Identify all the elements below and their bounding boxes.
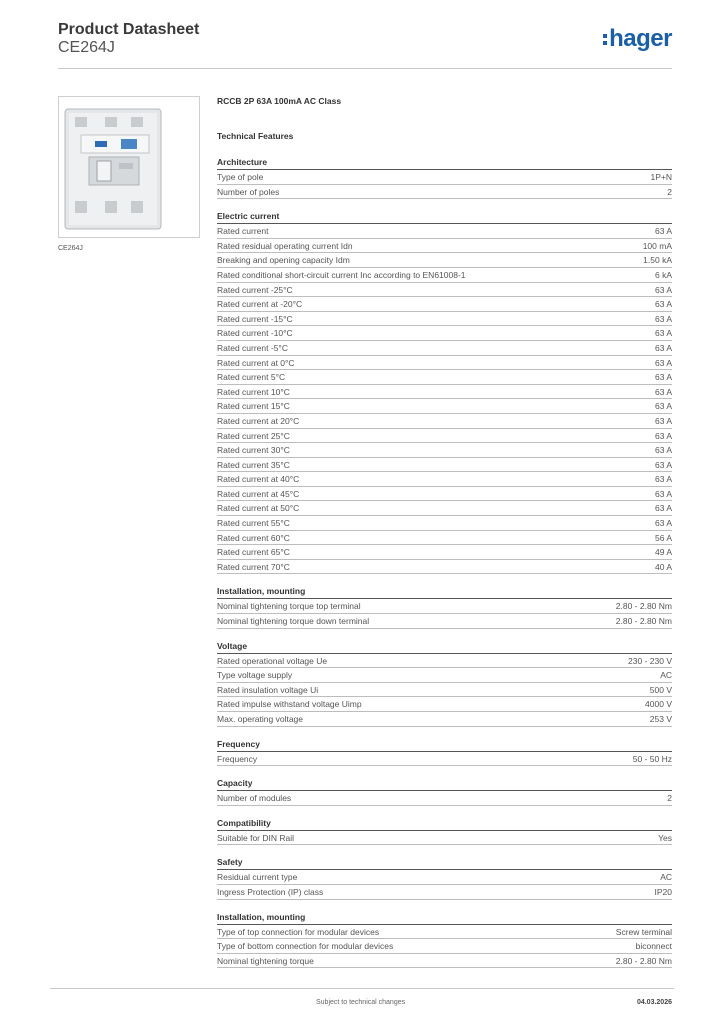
feature-row	[217, 712, 672, 727]
product-code: CE264J	[58, 39, 115, 56]
feature-row	[217, 614, 672, 629]
feature-value: 63 A	[654, 284, 672, 295]
feature-label: Breaking and opening capacity Idm	[217, 255, 350, 266]
feature-value: 50 - 50 Hz	[632, 753, 672, 764]
feature-label: Rated current 5°C	[217, 372, 286, 383]
feature-label: Rated current at 20°C	[217, 415, 300, 426]
header-divider	[58, 68, 672, 69]
feature-label: Nominal tightening torque top terminal	[217, 601, 361, 612]
feature-value: biconnect	[635, 941, 672, 952]
feature-label: Type of pole	[217, 172, 264, 182]
feature-value: 63 A	[654, 474, 672, 485]
section-title: Architecture	[217, 155, 672, 170]
feature-value: 2.80 - 2.80 Nm	[615, 601, 672, 612]
feature-label: Type of bottom connection for modular devices	[217, 941, 394, 952]
feature-row	[217, 356, 672, 371]
feature-section	[217, 584, 672, 628]
feature-value: 63 A	[654, 372, 672, 383]
feature-value: 500 V	[649, 684, 672, 695]
feature-row	[217, 885, 672, 900]
feature-value: 100 mA	[642, 240, 672, 251]
feature-value: 63 A	[654, 430, 672, 441]
feature-value: 63 A	[654, 299, 672, 310]
feature-label: Rated current 30°C	[217, 445, 290, 456]
feature-row	[217, 443, 672, 458]
feature-label: Suitable for DIN Rail	[217, 832, 295, 843]
feature-row	[217, 268, 672, 283]
feature-label: Number of modules	[217, 793, 292, 804]
feature-row	[217, 870, 672, 885]
feature-value: 63 A	[654, 226, 672, 237]
feature-value: 6 kA	[654, 269, 672, 280]
section-title: Installation, mounting	[217, 910, 672, 925]
feature-row	[217, 487, 672, 502]
feature-label: Max. operating voltage	[217, 714, 303, 724]
feature-section	[217, 155, 672, 199]
section-title: Safety	[217, 855, 672, 870]
image-caption: CE264J	[58, 245, 83, 252]
feature-label: Rated current -25°C	[217, 284, 293, 295]
feature-row	[217, 752, 672, 767]
feature-row	[217, 831, 672, 846]
feature-label: Rated current 25°C	[217, 430, 290, 441]
feature-value: AC	[660, 872, 672, 883]
feature-label: Type of top connection for modular devices	[217, 926, 380, 937]
feature-label: Ingress Protection (IP) class	[217, 886, 324, 897]
feature-label: Rated current 15°C	[217, 401, 290, 412]
feature-value: 63 A	[654, 342, 672, 353]
feature-row	[217, 399, 672, 414]
feature-value: 253 V	[649, 714, 672, 724]
feature-label: Rated insulation voltage Ui	[217, 684, 319, 695]
feature-row	[217, 239, 672, 254]
feature-row	[217, 560, 672, 575]
feature-section	[217, 776, 672, 806]
logo-text: hager	[609, 25, 672, 52]
page-header	[58, 20, 672, 68]
feature-value: 2	[667, 793, 672, 804]
feature-label: Rated current -5°C	[217, 342, 288, 353]
feature-section	[217, 209, 672, 574]
feature-label: Rated current	[217, 226, 269, 237]
feature-label: Residual current type	[217, 872, 298, 883]
feature-label: Rated current -15°C	[217, 313, 293, 324]
feature-value: AC	[660, 670, 672, 681]
page-title: Product Datasheet	[58, 21, 200, 38]
feature-value: 63 A	[654, 488, 672, 499]
feature-row	[217, 458, 672, 473]
feature-value: 63 A	[654, 386, 672, 397]
feature-label: Rated current 65°C	[217, 547, 290, 558]
rccb-device-icon	[59, 97, 199, 237]
feature-row	[217, 429, 672, 444]
hager-logo	[603, 26, 672, 52]
feature-row	[217, 516, 672, 531]
feature-label: Nominal tightening torque	[217, 955, 314, 966]
feature-label: Rated residual operating current Idn	[217, 240, 353, 251]
feature-section	[217, 910, 672, 969]
feature-label: Rated impulse withstand voltage Uimp	[217, 699, 362, 710]
feature-label: Type voltage supply	[217, 670, 293, 681]
feature-label: Rated current 70°C	[217, 561, 290, 572]
feature-label: Rated current 55°C	[217, 518, 290, 529]
feature-row	[217, 791, 672, 806]
feature-value: 63 A	[654, 328, 672, 339]
feature-value: 63 A	[654, 313, 672, 324]
feature-section	[217, 737, 672, 767]
feature-value: 1.50 kA	[643, 255, 672, 266]
feature-row	[217, 312, 672, 327]
feature-value: 63 A	[654, 357, 672, 368]
feature-row	[217, 683, 672, 698]
feature-value: 40 A	[654, 561, 672, 572]
feature-value: 63 A	[654, 401, 672, 412]
feature-row	[217, 224, 672, 239]
feature-value: 63 A	[654, 445, 672, 456]
feature-sections	[217, 155, 672, 968]
feature-label: Rated current at 45°C	[217, 488, 300, 499]
feature-label: Rated current at 40°C	[217, 474, 300, 485]
feature-row	[217, 531, 672, 546]
feature-value: Screw terminal	[615, 926, 672, 937]
feature-row	[217, 925, 672, 940]
feature-row	[217, 599, 672, 614]
feature-label: Rated current -10°C	[217, 328, 293, 339]
feature-row	[217, 385, 672, 400]
feature-label: Rated current at 50°C	[217, 503, 300, 514]
feature-value: 1P+N	[650, 172, 672, 182]
section-title: Compatibility	[217, 816, 672, 831]
feature-value: Yes	[658, 832, 672, 843]
technical-features-title: Technical Features	[217, 131, 294, 141]
feature-value: 63 A	[654, 415, 672, 426]
feature-label: Rated current at 0°C	[217, 357, 295, 368]
feature-value: 230 - 230 V	[628, 655, 672, 666]
footer-divider	[50, 988, 674, 989]
feature-label: Number of poles	[217, 186, 280, 197]
feature-value: 4000 V	[645, 699, 672, 710]
product-description: RCCB 2P 63A 100mA AC Class	[217, 96, 342, 106]
feature-label: Rated current 35°C	[217, 459, 290, 470]
section-title: Electric current	[217, 209, 672, 224]
feature-label: Rated current at -20°C	[217, 299, 303, 310]
feature-row	[217, 939, 672, 954]
feature-row	[217, 472, 672, 487]
feature-value: 56 A	[654, 532, 672, 543]
feature-label: Nominal tightening torque down terminal	[217, 616, 370, 627]
feature-value: 2.80 - 2.80 Nm	[615, 616, 672, 627]
feature-row	[217, 414, 672, 429]
feature-row	[217, 697, 672, 712]
feature-row	[217, 954, 672, 969]
feature-section	[217, 816, 672, 846]
logo-dots-icon	[603, 34, 607, 48]
feature-row	[217, 341, 672, 356]
feature-row	[217, 654, 672, 669]
feature-label: Rated current 10°C	[217, 386, 290, 397]
feature-label: Rated conditional short-circuit current Inc according to EN61008-1	[217, 269, 466, 280]
feature-value: IP20	[654, 886, 672, 897]
feature-row	[217, 501, 672, 516]
section-title: Voltage	[217, 639, 672, 654]
feature-row	[217, 370, 672, 385]
datasheet-content	[217, 94, 672, 968]
feature-value: 2.80 - 2.80 Nm	[615, 955, 672, 966]
feature-row	[217, 253, 672, 268]
feature-row	[217, 545, 672, 560]
feature-row	[217, 297, 672, 312]
feature-row	[217, 283, 672, 298]
feature-label: Frequency	[217, 753, 258, 764]
feature-value: 2	[667, 186, 672, 197]
feature-row	[217, 170, 672, 185]
feature-value: 63 A	[654, 518, 672, 529]
section-title: Capacity	[217, 776, 672, 791]
section-title: Installation, mounting	[217, 584, 672, 599]
section-title: Frequency	[217, 737, 672, 752]
product-image	[58, 96, 200, 238]
feature-value: 63 A	[654, 503, 672, 514]
feature-section	[217, 855, 672, 899]
feature-row	[217, 326, 672, 341]
feature-label: Rated operational voltage Ue	[217, 655, 328, 666]
feature-value: 63 A	[654, 459, 672, 470]
feature-section	[217, 639, 672, 727]
footer-note: Subject to technical changes	[316, 999, 406, 1006]
feature-label: Rated current 60°C	[217, 532, 290, 543]
feature-value: 49 A	[654, 547, 672, 558]
footer-date: 04.03.2026	[636, 999, 672, 1006]
feature-row	[217, 668, 672, 683]
feature-row	[217, 185, 672, 200]
